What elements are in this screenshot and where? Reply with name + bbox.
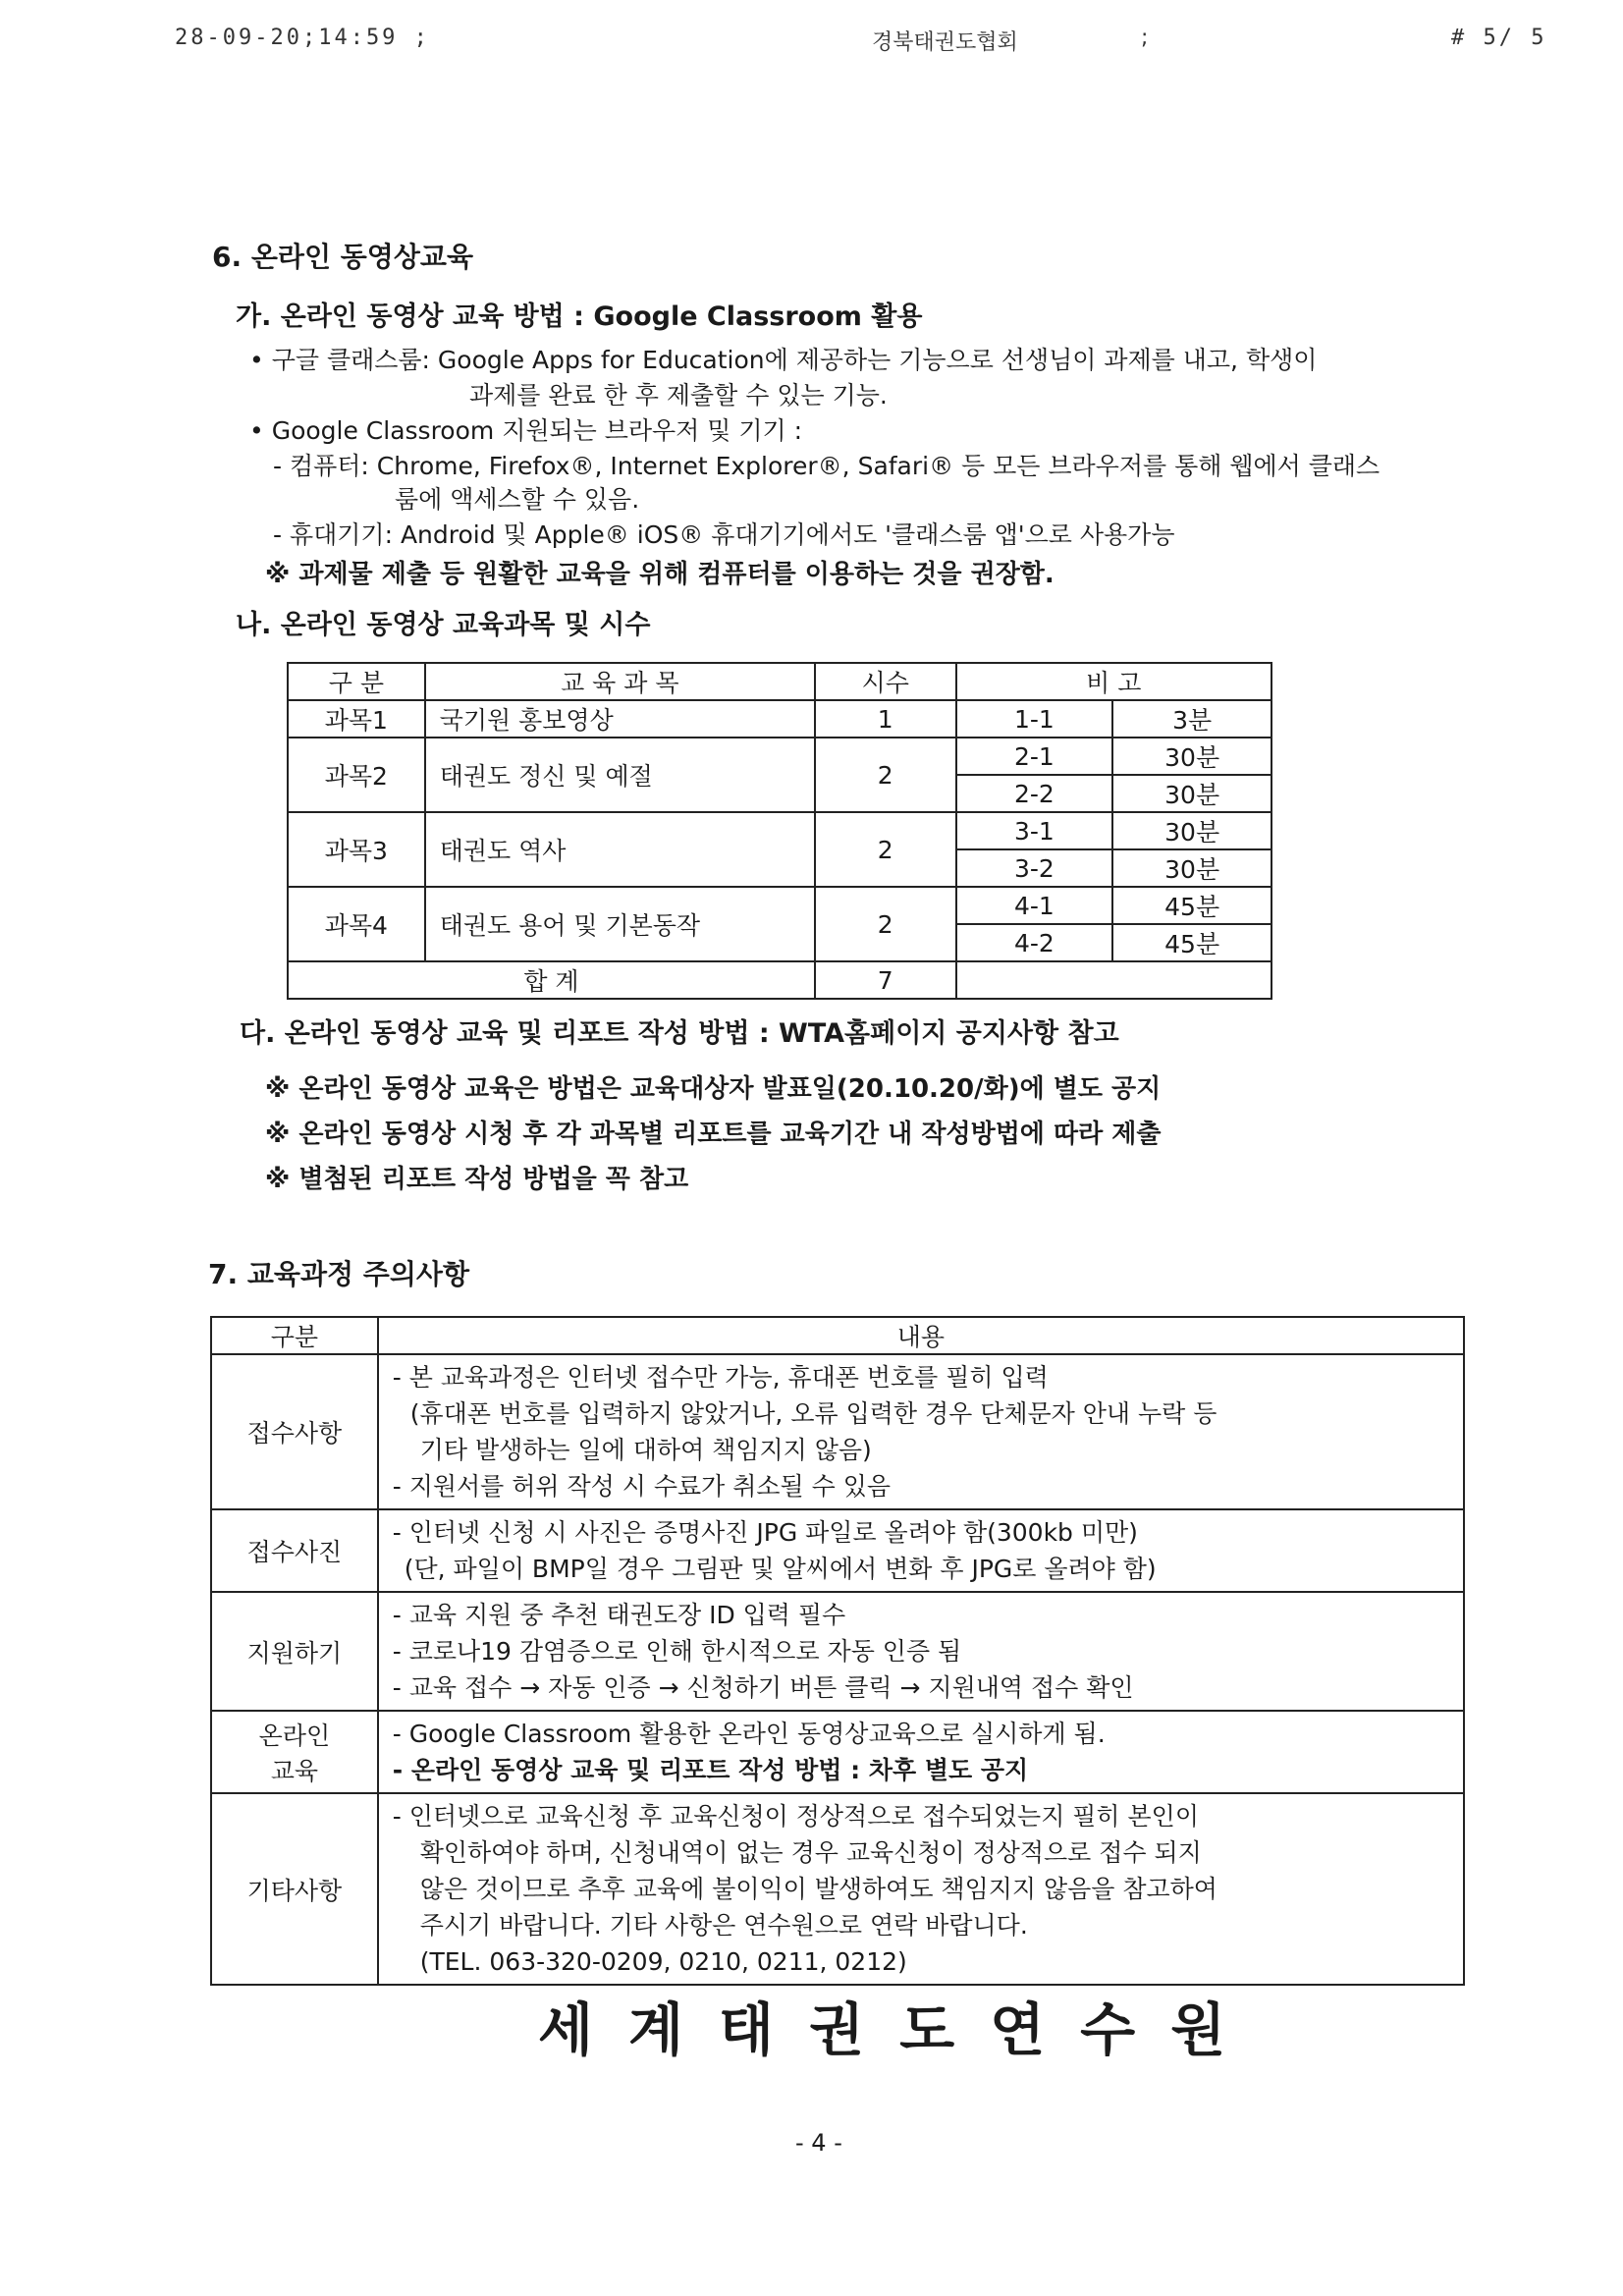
content-line: 기타 발생하는 일에 대하여 책임지지 않음) <box>419 1436 872 1464</box>
row-subject: 태권도 역사 <box>425 812 815 887</box>
classroom-description-line2: 과제를 완료 한 후 제출할 수 있는 기능. <box>469 381 888 410</box>
row-content <box>378 1354 1464 1509</box>
content-line: 주시기 바랍니다. 기타 사항은 연수원으로 연락 바랍니다. <box>419 1911 1028 1940</box>
content-line: - 인터넷 신청 시 사진은 증명사진 JPG 파일로 올려야 함(300kb 미만) <box>392 1518 1138 1547</box>
content-line: - Google Classroom 활용한 온라인 동영상교육으로 실시하게 됨. <box>392 1720 1106 1748</box>
table-header-row <box>211 1317 1464 1354</box>
header-content: 내용 <box>378 1317 1464 1354</box>
remark-code: 2-2 <box>956 775 1113 812</box>
header-category: 구분 <box>211 1317 378 1354</box>
row-hours: 2 <box>815 887 956 961</box>
row-category: 과목3 <box>288 812 425 887</box>
remark-duration: 30분 <box>1112 849 1271 887</box>
fax-timestamp: 28-09-20;14:59 ; <box>175 26 430 50</box>
computer-recommendation-note: ※ 과제물 제출 등 원활한 교육을 위해 컴퓨터를 이용하는 것을 권장함. <box>265 560 1055 589</box>
section6-ga-heading: 가. 온라인 동영상 교육 방법 : Google Classroom 활용 <box>236 301 923 332</box>
row-hours: 1 <box>815 700 956 738</box>
row-hours: 2 <box>815 738 956 812</box>
mobile-support: - 휴대기기: Android 및 Apple® iOS® 휴대기기에서도 '클래스룸 앱'으로 사용가능 <box>273 520 1175 549</box>
table-row <box>288 738 1271 775</box>
table-header-row <box>288 663 1271 700</box>
row-category: 과목2 <box>288 738 425 812</box>
course-hours-table <box>287 662 1272 1000</box>
header-hours: 시수 <box>815 663 956 700</box>
table-total-row <box>288 961 1271 999</box>
fax-page-count: # 5/ 5 <box>1451 26 1547 50</box>
da-note-3: ※ 별첨된 리포트 작성 방법을 꼭 참고 <box>265 1165 689 1194</box>
row-content <box>378 1509 1464 1592</box>
table-row <box>211 1354 1464 1509</box>
category-line: 교육 <box>270 1757 319 1785</box>
row-hours: 2 <box>815 812 956 887</box>
table-row <box>211 1592 1464 1711</box>
remark-code: 1-1 <box>956 700 1113 738</box>
section6-heading: 6. 온라인 동영상교육 <box>212 241 474 273</box>
table-row <box>288 887 1271 924</box>
fax-separator: ; <box>1141 26 1149 50</box>
table-row <box>288 700 1271 738</box>
row-subject: 태권도 정신 및 예절 <box>425 738 815 812</box>
row-category: 과목4 <box>288 887 425 961</box>
category-line: 온라인 <box>258 1722 331 1750</box>
section7-heading: 7. 교육과정 주의사항 <box>208 1258 470 1290</box>
content-line: (단, 파일이 BMP일 경우 그림판 및 알씨에서 변화 후 JPG로 올려야 함) <box>404 1555 1157 1583</box>
content-line: 않은 것이므로 추후 교육에 불이익이 발생하여도 책임지지 않음을 참고하여 <box>419 1875 1217 1903</box>
table-row <box>211 1509 1464 1592</box>
row-subject: 국기원 홍보영상 <box>425 700 815 738</box>
fax-sender: 경북태권도협회 <box>872 30 1018 55</box>
header-remarks: 비 고 <box>956 663 1271 700</box>
content-line: - 교육 접수 → 자동 인증 → 신청하기 버튼 클릭 → 지원내역 접수 확인 <box>392 1673 1134 1702</box>
table-row <box>211 1711 1464 1793</box>
row-content <box>378 1711 1464 1793</box>
row-category <box>211 1711 378 1793</box>
classroom-description-line1: • 구글 클래스룸: Google Apps for Education에 제공하는 기능으로 선생님이 과제를 내고, 학생이 <box>249 346 1318 374</box>
total-remarks <box>956 961 1271 999</box>
row-category: 접수사진 <box>211 1509 378 1592</box>
content-line: (TEL. 063-320-0209, 0210, 0211, 0212) <box>419 1947 907 1976</box>
page-number: - 4 - <box>795 2129 842 2157</box>
total-label: 합 계 <box>288 961 815 999</box>
remark-code: 2-1 <box>956 738 1113 775</box>
content-line: 확인하여야 하며, 신청내역이 없는 경우 교육신청이 정상적으로 접수 되지 <box>419 1838 1202 1867</box>
header-subject: 교 육 과 목 <box>425 663 815 700</box>
content-line: - 인터넷으로 교육신청 후 교육신청이 정상적으로 접수되었는지 필히 본인이 <box>392 1802 1199 1831</box>
content-line: (휴대폰 번호를 입력하지 않았거나, 오류 입력한 경우 단체문자 안내 누락 등 <box>409 1399 1217 1428</box>
content-line: - 코로나19 감염증으로 인해 한시적으로 자동 인증 됨 <box>392 1637 962 1666</box>
total-hours: 7 <box>815 961 956 999</box>
remark-duration: 30분 <box>1112 812 1271 849</box>
remark-duration: 3분 <box>1112 700 1271 738</box>
header-category: 구 분 <box>288 663 425 700</box>
content-line: - 본 교육과정은 인터넷 접수만 가능, 휴대폰 번호를 필히 입력 <box>392 1363 1049 1392</box>
remark-code: 4-2 <box>956 924 1113 961</box>
da-note-1: ※ 온라인 동영상 교육은 방법은 교육대상자 발표일(20.10.20/화)에 별도 공지 <box>265 1074 1162 1104</box>
remark-duration: 45분 <box>1112 887 1271 924</box>
row-content <box>378 1592 1464 1711</box>
computer-support-line1: - 컴퓨터: Chrome, Firefox®, Internet Explorer®, Safari® 등 모든 브라우저를 통해 웹에서 클래스 <box>273 452 1380 480</box>
remark-duration: 30분 <box>1112 738 1271 775</box>
table-row <box>288 812 1271 849</box>
remark-duration: 45분 <box>1112 924 1271 961</box>
table-row <box>211 1793 1464 1985</box>
da-note-2: ※ 온라인 동영상 시청 후 각 과목별 리포트를 교육기간 내 작성방법에 따라 제출 <box>265 1120 1162 1149</box>
section6-na-heading: 나. 온라인 동영상 교육과목 및 시수 <box>236 610 651 640</box>
row-category: 과목1 <box>288 700 425 738</box>
supported-browsers-bullet: • Google Classroom 지원되는 브라우저 및 기기 : <box>249 416 803 445</box>
row-category: 지원하기 <box>211 1592 378 1711</box>
precautions-table <box>210 1316 1465 1986</box>
row-category: 접수사항 <box>211 1354 378 1509</box>
issuer-signature: 세계태권도연수원 <box>538 1996 1262 2063</box>
remark-code: 3-2 <box>956 849 1113 887</box>
content-line: - 교육 지원 중 추천 태권도장 ID 입력 필수 <box>392 1601 846 1629</box>
row-category: 기타사항 <box>211 1793 378 1985</box>
remark-duration: 30분 <box>1112 775 1271 812</box>
content-line: - 지원서를 허위 작성 시 수료가 취소될 수 있음 <box>392 1472 892 1501</box>
remark-code: 3-1 <box>956 812 1113 849</box>
computer-support-line2: 룸에 액세스할 수 있음. <box>395 485 640 514</box>
row-content <box>378 1793 1464 1985</box>
remark-code: 4-1 <box>956 887 1113 924</box>
section6-da-heading: 다. 온라인 동영상 교육 및 리포트 작성 방법 : WTA홈페이지 공지사항 참고 <box>240 1018 1119 1049</box>
row-subject: 태권도 용어 및 기본동작 <box>425 887 815 961</box>
content-line: - 온라인 동영상 교육 및 리포트 작성 방법 : 차후 별도 공지 <box>392 1756 1029 1784</box>
